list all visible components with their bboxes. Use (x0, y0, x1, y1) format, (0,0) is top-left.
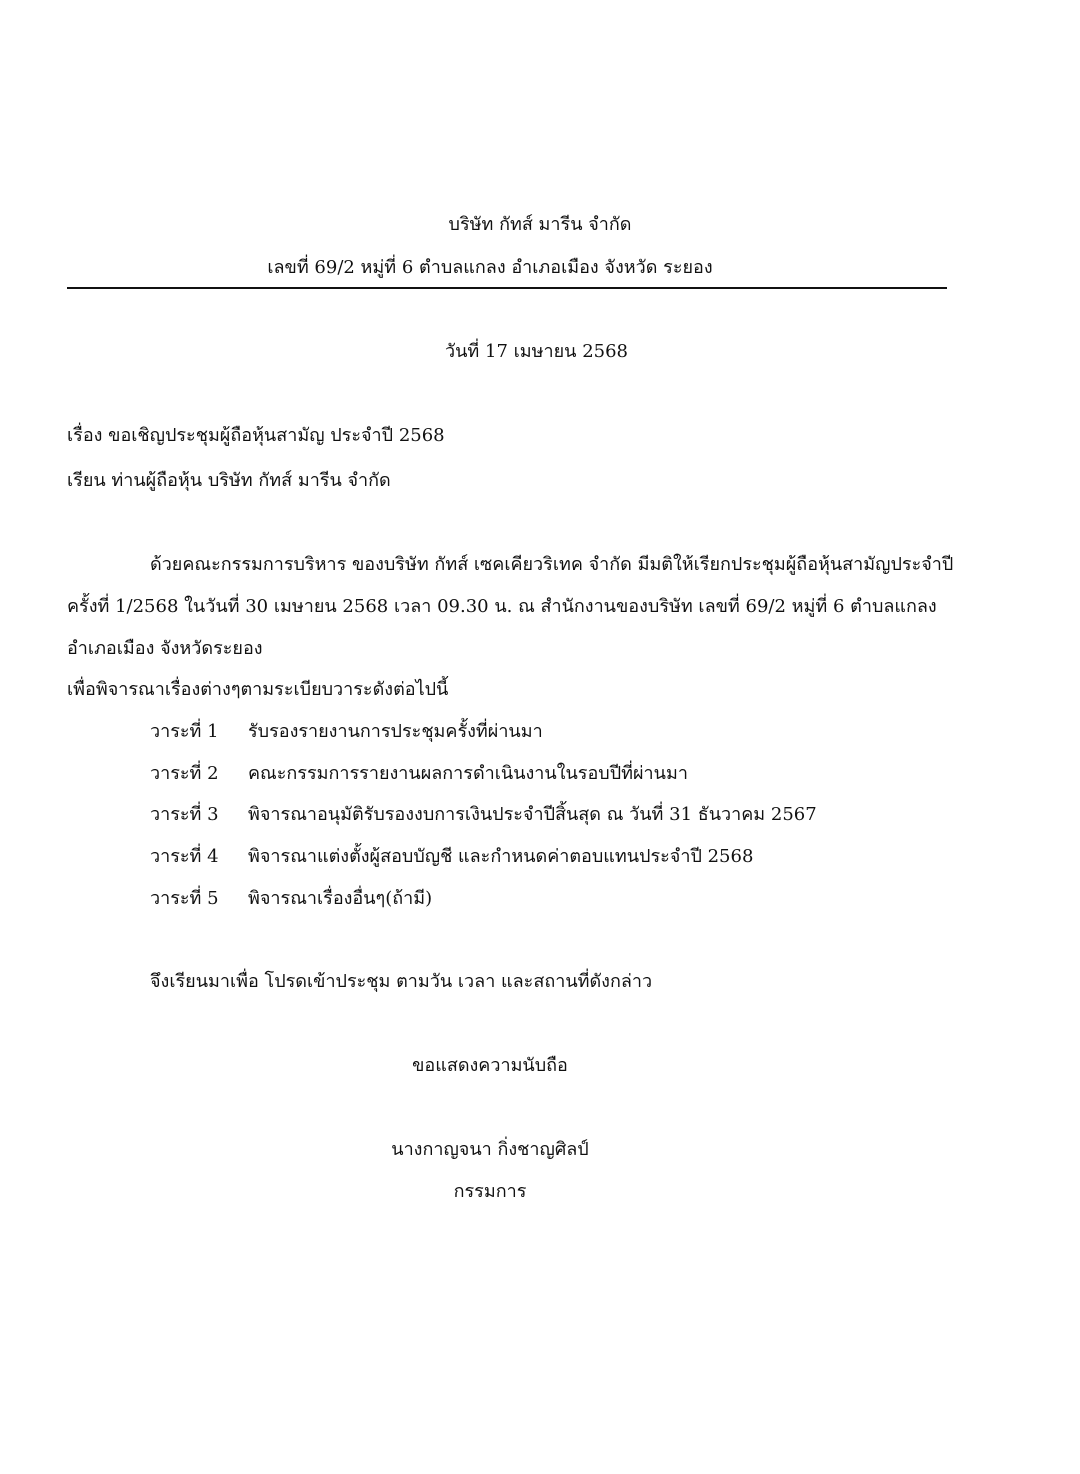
company-address: เลขที่ 69/2 หมู่ที่ 6 ตำบลแกลง อำเภอเมือง จังหวัด ระยอง (267, 257, 713, 278)
regards: ขอแสดงความนับถือ (412, 1055, 568, 1076)
agenda-number: วาระที่ 1 (150, 721, 219, 742)
agenda-number: วาระที่ 3 (150, 804, 219, 825)
header-divider (67, 287, 947, 289)
agenda-text: พิจารณาเรื่องอื่นๆ(ถ้ามี) (248, 888, 433, 909)
agenda-number: วาระที่ 4 (150, 846, 219, 867)
agenda-item (150, 803, 817, 827)
agenda-item (150, 762, 688, 786)
agenda-text: พิจารณาแต่งตั้งผู้สอบบัญชี และกำหนดค่าตอบแทนประจำปี 2568 (248, 846, 754, 867)
agenda-item (150, 887, 432, 911)
letter-date: วันที่ 17 เมษายน 2568 (445, 341, 628, 362)
signer-name: นางกาญจนา กิ่งชาญศิลป์ (391, 1139, 589, 1160)
body-line-2: ครั้งที่ 1/2568 ในวันที่ 30 เมษายน 2568 เวลา 09.30 น. ณ สำนักงานของบริษัท เลขที่ 69/2 หมู่ที่ 6 ตำบลแกลง (67, 596, 937, 617)
agenda-text: รับรองรายงานการประชุมครั้งที่ผ่านมา (248, 721, 543, 742)
closing-line: จึงเรียนมาเพื่อ โปรดเข้าประชุม ตามวัน เวลา และสถานที่ดังกล่าว (150, 971, 653, 992)
body-line-3: อำเภอเมือง จังหวัดระยอง (67, 638, 263, 659)
company-name: บริษัท กัทส์ มารีน จำกัด (448, 214, 632, 235)
agenda-number: วาระที่ 5 (150, 888, 219, 909)
agenda-item (150, 845, 753, 869)
letter-subject: เรื่อง ขอเชิญประชุมผู้ถือหุ้นสามัญ ประจำปี 2568 (67, 425, 445, 446)
signer-title: กรรมการ (453, 1181, 527, 1202)
letter-recipient: เรียน ท่านผู้ถือหุ้น บริษัท กัทส์ มารีน จำกัด (67, 470, 391, 491)
body-line-1: ด้วยคณะกรรมการบริหาร ของบริษัท กัทส์ เซคเคียวริเทค จำกัด มีมติให้เรียกประชุมผู้ถือหุ้นสามัญประจำปี (150, 554, 954, 575)
agenda-number: วาระที่ 2 (150, 763, 219, 784)
agenda-text: คณะกรรมการรายงานผลการดำเนินงานในรอบปีที่ผ่านมา (248, 763, 688, 784)
agenda-text: พิจารณาอนุมัติรับรองงบการเงินประจำปีสิ้นสุด ณ วันที่ 31 ธันวาคม 2567 (248, 804, 817, 825)
body-line-4: เพื่อพิจารณาเรื่องต่างๆตามระเบียบวาระดังต่อไปนี้ (67, 679, 449, 700)
agenda-item (150, 720, 543, 744)
